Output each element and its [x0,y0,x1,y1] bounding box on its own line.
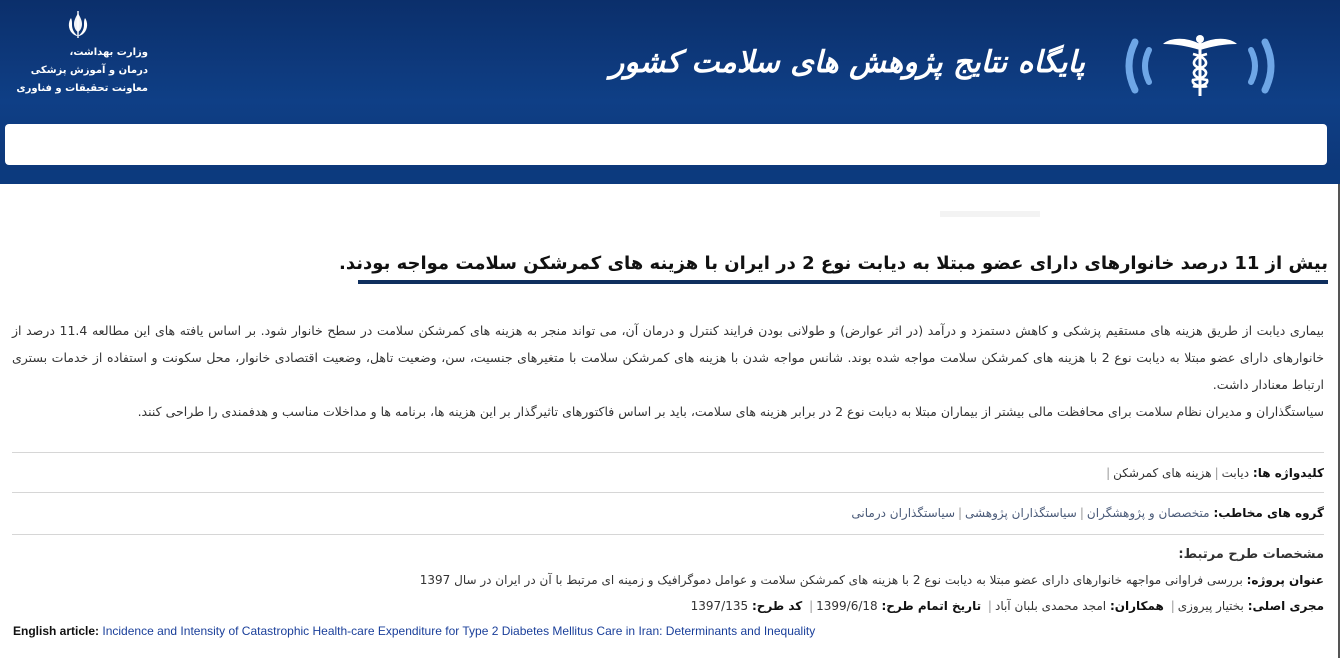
ministry-line-2: درمان و آموزش پزشکی [30,65,148,76]
keywords-label: کلیدواژه ها: [1252,466,1324,480]
ministry-line-3: معاونت تحقیقات و فناوری [16,83,148,94]
end-date-label: تاریخ اتمام طرح: [881,599,982,613]
article-headline: بیش از 11 درصد خانوارهای دارای عضو مبتلا به دیابت نوع 2 در ایران با هزینه های کمرشکن سلامت مواجه بودند. [358,246,1328,284]
project-code: 1397/135 [690,599,749,613]
collaborators-name: امجد محمدی بلبان آباد [994,599,1107,613]
separator: | [809,599,814,613]
english-article-row [13,624,1013,638]
executor-name: بختیار پیروزی [1177,599,1244,613]
executor-label: مجری اصلی: [1247,599,1324,613]
abstract-paragraph: بیماری دیابت از طریق هزینه های مستقیم پزشکی و کاهش دستمزد و درآمد (در اثر عوارض) و طولانی بودن فرایند کنترل و درمان آن، می تواند منجر به هزینه های کمرشکن سلامت در سطح خانوار شود. بر اساس یافته های این مطالعه 11.4 درصد از خانوارهای دارای عضو مبتلا به دیابت نوع 2 با هزینه های کمرشکن سلامت مواجه شده بوند. شانس مواجه شدن با هزینه های کمرشکن سلامت با متغیرهای جنسیت، سن، وضعیت تاهل، وضعیت اقتصادی خانوار، محل سکونت و استفاده از خدمات بستری ارتباط معنادار داشت. [12,323,1324,392]
end-date: 1399/6/18 [816,599,878,613]
project-title-label: عنوان پروژه: [1246,573,1324,587]
site-title[interactable]: پایگاه نتایج پژوهش های سلامت کشور [609,45,1085,80]
site-header [0,0,1340,184]
article-content [0,184,1340,658]
divider [12,452,1324,453]
decorative-divider [940,211,1040,217]
divider [12,492,1324,493]
caduceus-icon[interactable] [1105,30,1295,102]
abstract-paragraph: سیاستگذاران و مدیران نظام سلامت برای محافظت مالی بیشتر از بیماران مبتلا به دیابت نوع 2 در برابر هزینه های سلامت، باید بر اساس فاکتورهای تاثیرگذار بر این هزینه ها، برنامه ها و مداخلات مناسب و هدفمندی را طراحی کنند. [137,404,1324,419]
separator: | [987,599,992,613]
project-title: بررسی فراوانی مواجهه خانوارهای دارای عضو مبتلا به دیابت نوع 2 با هزینه های کمرشکن سلامت و عوامل دموگرافیک و زمینه ای مرتبط با آن در ایران در سال 1397 [419,573,1243,587]
audience-row [12,506,1324,520]
ministry-line-1: وزارت بهداشت، [69,47,148,58]
code-label: کد طرح: [751,599,803,613]
separator: | [1106,466,1111,480]
separator: | [1079,506,1084,520]
project-section-title: مشخصات طرح مرتبط: [1178,547,1324,562]
iran-emblem-icon [63,10,93,40]
nav-bar[interactable] [5,124,1327,165]
ministry-block[interactable] [8,10,148,98]
collaborators-label: همکاران: [1109,599,1164,613]
divider [12,534,1324,535]
english-article-label: English article: [13,624,100,638]
keyword-item[interactable]: دیابت [1221,466,1250,480]
audience-item[interactable]: سیاستگذاران پژوهشی [965,506,1077,520]
project-details-row [12,599,1324,613]
article-abstract [12,317,1324,425]
project-title-row [12,573,1324,587]
separator: | [958,506,963,520]
audience-item[interactable]: متخصصان و پژوهشگران [1086,506,1210,520]
keyword-item[interactable]: هزینه های کمرشکن [1113,466,1212,480]
english-article-link[interactable]: Incidence and Intensity of Catastrophic Health-care Expenditure for Type 2 Diabetes Mellitus Care in Iran: Determinants and Inequality [102,624,816,638]
separator: | [1170,599,1175,613]
project-section-title-row [12,547,1324,562]
keywords-row [12,466,1324,480]
separator: | [1214,466,1219,480]
header-bottom-strip [0,170,1340,184]
audience-label: گروه های مخاطب: [1213,506,1324,520]
audience-item[interactable]: سیاستگذاران درمانی [851,506,955,520]
